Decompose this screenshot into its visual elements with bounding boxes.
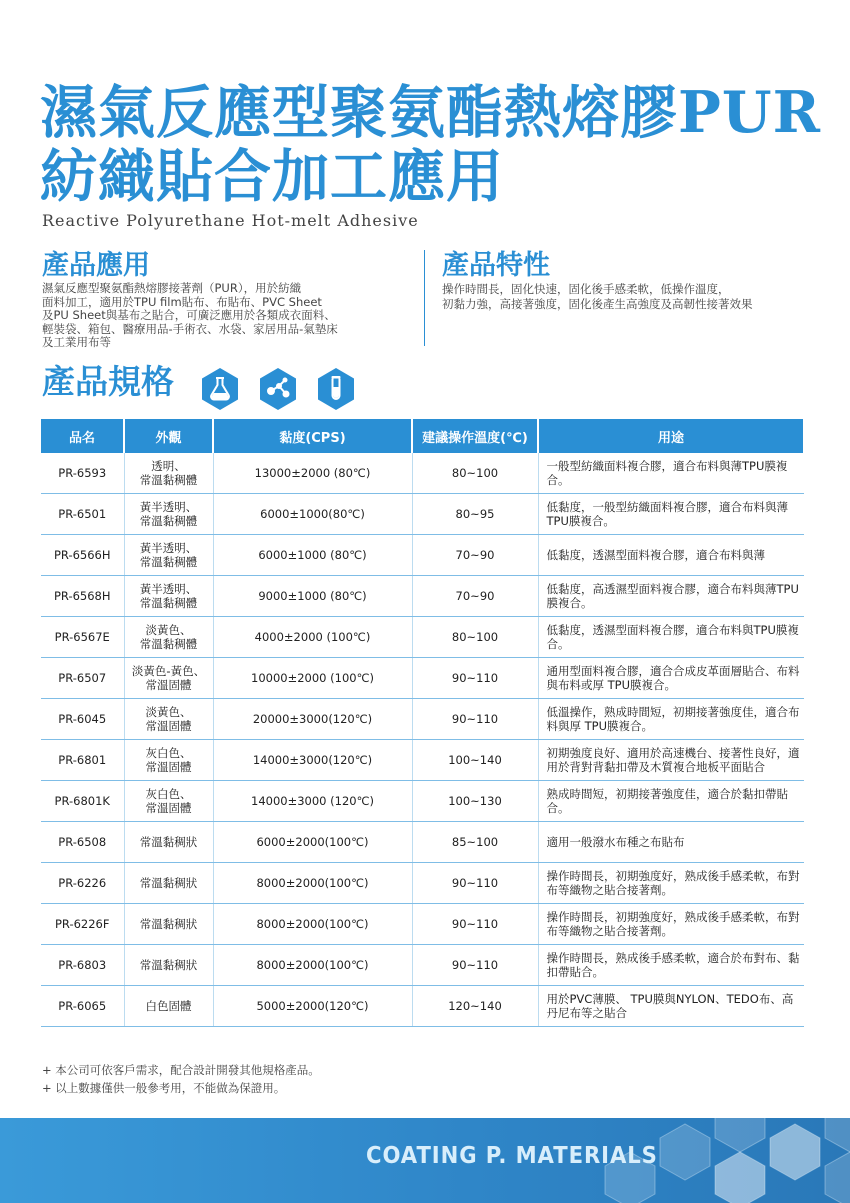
table-row <box>41 904 804 945</box>
application-heading: 產品應用 <box>42 250 150 281</box>
features-text <box>442 282 812 312</box>
temperature-cell: 90~110 <box>412 863 538 904</box>
application-text <box>42 282 382 350</box>
temperature-cell: 100~130 <box>412 781 538 822</box>
table-row <box>41 740 804 781</box>
temperature-cell: 85~100 <box>412 822 538 863</box>
application-line: 及工業用布等 <box>42 335 111 349</box>
temperature-cell: 80~95 <box>412 494 538 535</box>
footer-banner <box>0 1118 850 1203</box>
features-line: 操作時間長，固化快速，固化後手感柔軟，低操作溫度， <box>442 282 730 296</box>
spec-heading: 產品規格 <box>42 362 174 401</box>
usage-cell: 用於PVC薄膜、 TPU膜與NYLON、TEDO布、高丹尼布等之貼合 <box>538 986 804 1027</box>
product-name-cell: PR-6803 <box>41 945 124 986</box>
table-row <box>41 781 804 822</box>
features-heading: 產品特性 <box>442 250 550 281</box>
usage-cell: 低黏度，透濕型面料複合膠，適合布料與TPU膜複合。 <box>538 617 804 658</box>
temperature-cell: 90~110 <box>412 699 538 740</box>
section-divider <box>424 250 425 346</box>
flask-icon <box>200 367 240 411</box>
usage-cell: 操作時間長，熟成後手感柔軟，適合於布對布、黏扣帶貼合。 <box>538 945 804 986</box>
application-line: 輕裝袋、箱包、醫療用品-手術衣、水袋、家居用品-氣墊床 <box>42 321 338 336</box>
page-title-line1: 濕氣反應型聚氨酯熱熔膠PUR <box>40 79 821 146</box>
appearance-cell: 黃半透明、 常溫黏稠體 <box>124 494 213 535</box>
viscosity-cell: 8000±2000(100℃) <box>213 945 412 986</box>
appearance-cell: 黃半透明、 常溫黏稠體 <box>124 535 213 576</box>
viscosity-cell: 8000±2000(100℃) <box>213 863 412 904</box>
application-line: 濕氣反應型聚氨酯熱熔膠接著劑（PUR），用於紡織 <box>42 281 302 295</box>
appearance-cell: 淡黃色、 常溫黏稠體 <box>124 617 213 658</box>
viscosity-cell: 4000±2000 (100℃) <box>213 617 412 658</box>
page-subtitle: Reactive Polyurethane Hot-melt Adhesive <box>42 211 419 230</box>
table-row <box>41 945 804 986</box>
temperature-cell: 80~100 <box>412 617 538 658</box>
product-name-cell: PR-6226 <box>41 863 124 904</box>
viscosity-cell: 14000±3000 (120℃) <box>213 781 412 822</box>
viscosity-cell: 14000±3000(120℃) <box>213 740 412 781</box>
test-tube-icon <box>316 367 356 411</box>
usage-cell: 熟成時間短，初期接著強度佳，適合於黏扣帶貼合。 <box>538 781 804 822</box>
product-name-cell: PR-6065 <box>41 986 124 1027</box>
usage-cell: 通用型面料複合膠，適合合成皮革面層貼合、布料與布料或厚 TPU膜複合。 <box>538 658 804 699</box>
table-row <box>41 822 804 863</box>
column-header: 外觀 <box>124 419 213 453</box>
appearance-cell: 灰白色、 常溫固體 <box>124 781 213 822</box>
note-line: + 本公司可依客戶需求，配合設計開發其他規格產品。 <box>42 1063 320 1077</box>
table-row <box>41 535 804 576</box>
temperature-cell: 90~110 <box>412 945 538 986</box>
appearance-cell: 常溫黏稠狀 <box>124 904 213 945</box>
table-row <box>41 617 804 658</box>
usage-cell: 低黏度，透濕型面料複合膠，適合布料與薄 <box>538 535 804 576</box>
temperature-cell: 80~100 <box>412 453 538 494</box>
temperature-cell: 90~110 <box>412 658 538 699</box>
note-line: + 以上數據僅供一般參考用，不能做為保證用。 <box>42 1081 286 1095</box>
temperature-cell: 100~140 <box>412 740 538 781</box>
usage-cell: 操作時間長，初期強度好，熟成後手感柔軟，布對布等織物之貼合接著劑。 <box>538 863 804 904</box>
product-name-cell: PR-6593 <box>41 453 124 494</box>
appearance-cell: 白色固體 <box>124 986 213 1027</box>
column-header: 建議操作溫度(℃) <box>412 419 538 453</box>
notes <box>42 1061 320 1097</box>
appearance-cell: 常溫黏稠狀 <box>124 822 213 863</box>
usage-cell: 低黏度，高透濕型面料複合膠，適合布料與薄TPU膜複合。 <box>538 576 804 617</box>
product-name-cell: PR-6568H <box>41 576 124 617</box>
appearance-cell: 淡黃色-黃色、 常溫固體 <box>124 658 213 699</box>
viscosity-cell: 8000±2000(100℃) <box>213 904 412 945</box>
table-row <box>41 658 804 699</box>
table-row <box>41 576 804 617</box>
product-name-cell: PR-6508 <box>41 822 124 863</box>
viscosity-cell: 9000±1000 (80℃) <box>213 576 412 617</box>
usage-cell: 低黏度，一般型紡織面料複合膠，適合布料與薄TPU膜複合。 <box>538 494 804 535</box>
temperature-cell: 120~140 <box>412 986 538 1027</box>
product-name-cell: PR-6045 <box>41 699 124 740</box>
product-name-cell: PR-6801K <box>41 781 124 822</box>
product-name-cell: PR-6226F <box>41 904 124 945</box>
table-row <box>41 986 804 1027</box>
table-row <box>41 699 804 740</box>
product-name-cell: PR-6566H <box>41 535 124 576</box>
product-name-cell: PR-6501 <box>41 494 124 535</box>
molecule-icon <box>258 367 298 411</box>
product-name-cell: PR-6507 <box>41 658 124 699</box>
usage-cell: 低溫操作，熟成時間短，初期接著強度佳，適合布料與厚 TPU膜複合。 <box>538 699 804 740</box>
appearance-cell: 淡黃色、 常溫固體 <box>124 699 213 740</box>
appearance-cell: 常溫黏稠狀 <box>124 863 213 904</box>
table-row <box>41 453 804 494</box>
usage-cell: 初期強度良好、適用於高速機台、接著性良好，適用於背對背黏扣帶及木質複合地板平面貼合 <box>538 740 804 781</box>
table-row <box>41 863 804 904</box>
temperature-cell: 70~90 <box>412 535 538 576</box>
usage-cell: 操作時間長，初期強度好，熟成後手感柔軟，布對布等織物之貼合接著劑。 <box>538 904 804 945</box>
viscosity-cell: 6000±2000(100℃) <box>213 822 412 863</box>
features-line: 初黏力強，高接著強度，固化後產生高強度及高韌性接著效果 <box>442 297 753 311</box>
usage-cell: 一般型紡織面料複合膠，適合布料與薄TPU膜複合。 <box>538 453 804 494</box>
viscosity-cell: 6000±1000(80℃) <box>213 494 412 535</box>
product-name-cell: PR-6801 <box>41 740 124 781</box>
footer-brand: COATING P. MATERIALS <box>366 1143 658 1169</box>
appearance-cell: 常溫黏稠狀 <box>124 945 213 986</box>
table-header-row <box>41 419 804 453</box>
product-name-cell: PR-6567E <box>41 617 124 658</box>
usage-cell: 適用一般潑水布種之布貼布 <box>538 822 804 863</box>
appearance-cell: 灰白色、 常溫固體 <box>124 740 213 781</box>
column-header: 黏度(CPS) <box>213 419 412 453</box>
viscosity-cell: 5000±2000(120℃) <box>213 986 412 1027</box>
appearance-cell: 透明、 常溫黏稠體 <box>124 453 213 494</box>
viscosity-cell: 10000±2000 (100℃) <box>213 658 412 699</box>
appearance-cell: 黃半透明、 常溫黏稠體 <box>124 576 213 617</box>
temperature-cell: 70~90 <box>412 576 538 617</box>
column-header: 品名 <box>41 419 124 453</box>
column-header: 用途 <box>538 419 804 453</box>
page-title-line2: 紡織貼合加工應用 <box>40 143 504 210</box>
viscosity-cell: 20000±3000(120℃) <box>213 699 412 740</box>
viscosity-cell: 6000±1000 (80℃) <box>213 535 412 576</box>
application-line: 面料加工，適用於TPU film貼布、布貼布、PVC Sheet <box>42 294 322 309</box>
spec-table <box>41 419 805 1027</box>
viscosity-cell: 13000±2000 (80℃) <box>213 453 412 494</box>
temperature-cell: 90~110 <box>412 904 538 945</box>
table-row <box>41 494 804 535</box>
application-line: 及PU Sheet與基布之貼合，可廣泛應用於各類成衣面料、 <box>42 308 336 322</box>
